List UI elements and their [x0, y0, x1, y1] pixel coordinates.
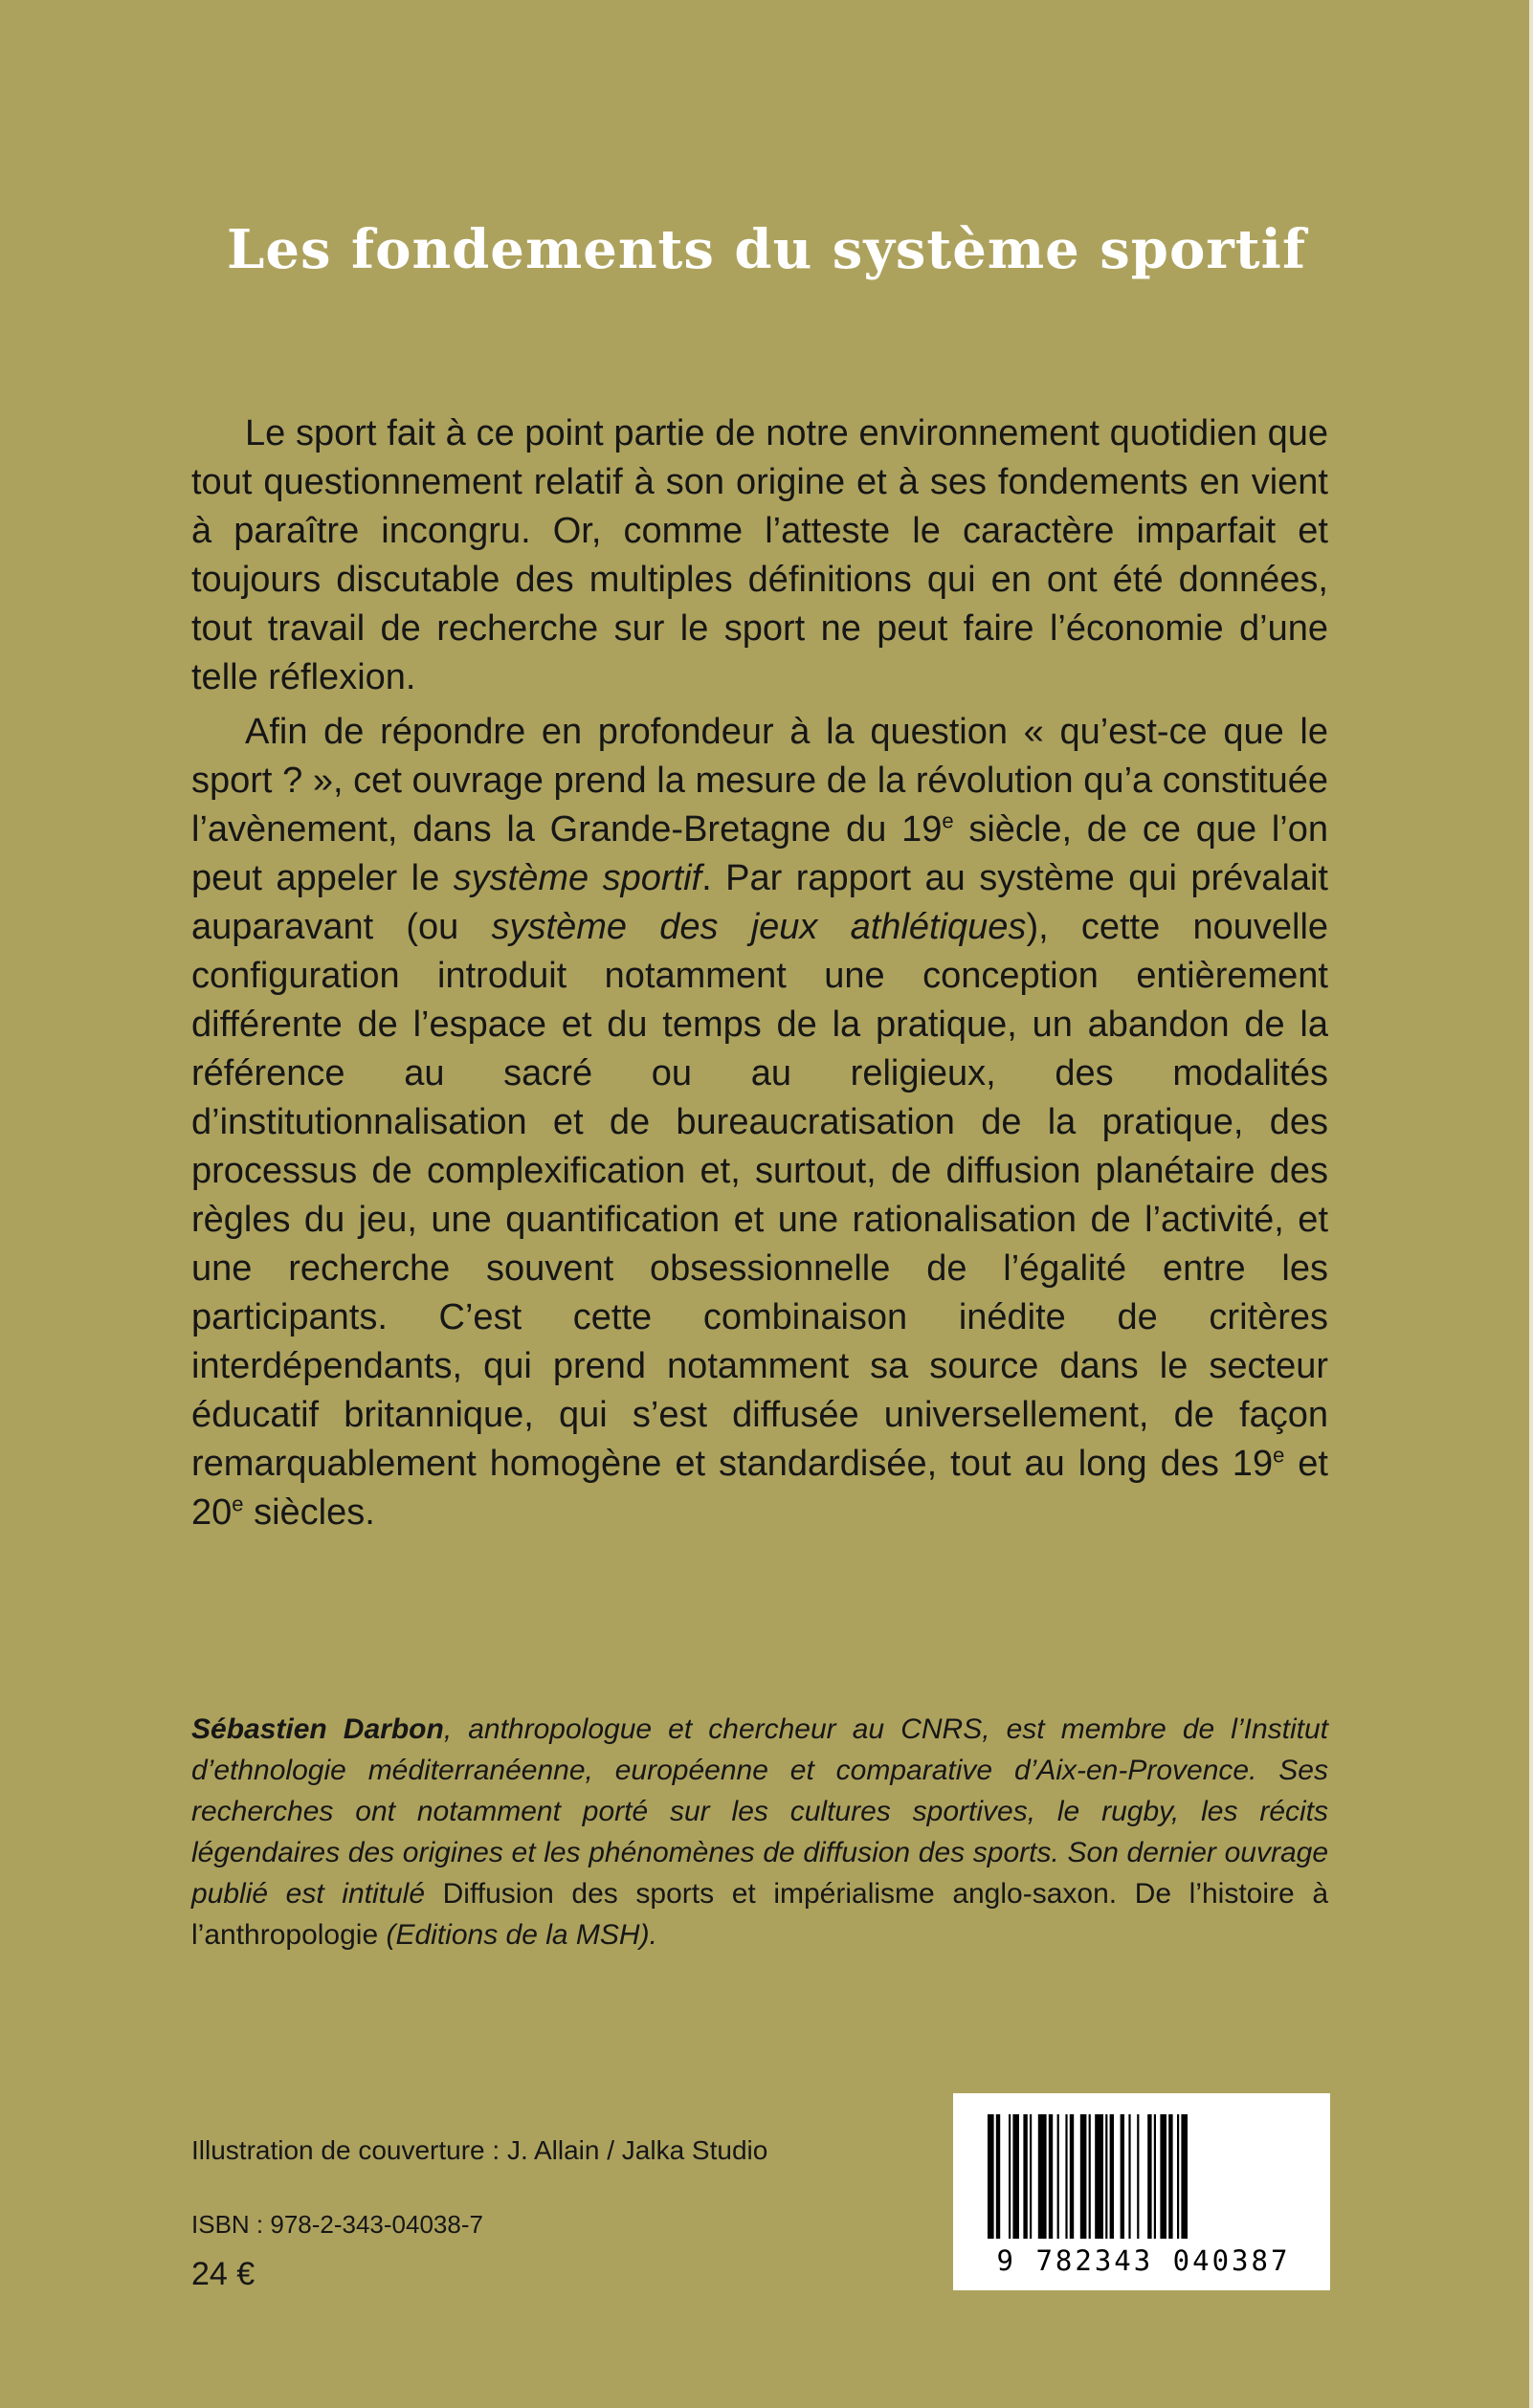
- illustration-credit: Illustration de couverture : J. Allain / Jalka Studio: [191, 2135, 768, 2165]
- barcode: [953, 2093, 1330, 2290]
- author-bio: Sébastien Darbon, anthropologue et chercheur au CNRS, est membre de l’Institut d’ethnologie méditerranéenne, européenne et comparative d’Aix-en-Provence. Ses recherches ont notamment porté sur les cultures sportives, le rugby, les récits légendaires des origines et les phénomènes de diffusion des sports. Son dernier ouvrage publié est intitulé Diffusion des sports et impérialisme anglo-saxon. De l’histoire à l’anthropologie (Editions de la MSH).: [191, 1713, 1328, 1951]
- book-title: Les fondements du système sportif: [226, 218, 1307, 281]
- cover-edge: [1529, 0, 1533, 2408]
- barcode-bars: [984, 2114, 1300, 2248]
- summary-text: [191, 409, 1328, 1543]
- summary-paragraph-1: Le sport fait à ce point partie de notre environnement quotidien que tout questionnement relatif à son origine et à ses fondements en vient à paraître incongru. Or, comme l’atteste le caractère imparfait et toujours discutable des multiples définitions qui en ont été données, tout travail de recherche sur le sport ne peut faire l’économie d’une telle réflexion.: [191, 413, 1328, 697]
- author-name: Sébastien Darbon: [191, 1713, 444, 1745]
- price: 24 €: [191, 2256, 256, 2292]
- barcode-digits: 9 782343 040387: [996, 2244, 1291, 2277]
- isbn: ISBN : 978-2-343-04038-7: [191, 2210, 483, 2239]
- summary-paragraph-2: Afin de répondre en profondeur à la question « qu’est-ce que le sport ? », cet ouvrage prend la mesure de la révolution qu’a constituée l’avènement, dans la Grande-Bretagne du 19e siècle, de ce que l’on peut appeler le système sportif. Par rapport au système qui prévalait auparavant (ou système des jeux athlétiques), cette nouvelle configuration introduit notamment une conception entièrement différente de l’espace et du temps de la pratique, un abandon de la référence au sacré ou au religieux, des modalités d’institutionnalisation et de bureaucratisation de la pratique, des processus de complexification et, surtout, de diffusion planétaire des règles du jeu, une quantification et une rationalisation de l’activité, et une recherche souvent obsessionnelle de l’égalité entre les participants. C’est cette combinaison inédite de critères interdépendants, qui prend notamment sa source dans le secteur éducatif britannique, qui s’est diffusée universellement, de façon remarquablement homogène et standardisée, tout au long des 19e et 20e siècles.: [191, 712, 1329, 1533]
- cited-book-title: Diffusion des sports et impérialisme anglo-saxon. De l’histoire à l’anthropologie: [191, 1878, 1328, 1951]
